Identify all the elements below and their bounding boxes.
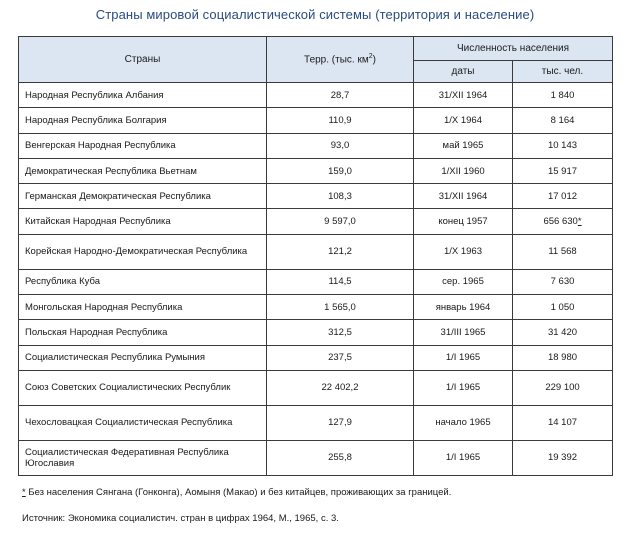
cell-population xyxy=(513,370,613,405)
cell-country: Социалистическая Федеративная Республика Югославия xyxy=(19,440,267,475)
population-value: 10 143 xyxy=(547,140,578,152)
header-population: Численность населения xyxy=(414,37,613,61)
cell-date: 1/I 1965 xyxy=(414,440,513,475)
population-value: 1 840 xyxy=(550,89,575,101)
population-value: 31 420 xyxy=(547,327,578,339)
population-value: 11 568 xyxy=(548,246,577,258)
cell-territory: 110,9 xyxy=(267,108,414,133)
cell-population xyxy=(513,234,613,269)
cell-population xyxy=(513,184,613,209)
table-row xyxy=(19,234,613,269)
population-value: 17 012 xyxy=(547,190,578,202)
table-row xyxy=(19,269,613,294)
cell-country: Чехословацкая Социалистическая Республика xyxy=(19,405,267,440)
header-territory-label: Терр. (тыс. км xyxy=(304,54,369,66)
cell-date: конец 1957 xyxy=(414,209,513,234)
cell-date: сер. 1965 xyxy=(414,269,513,294)
cell-population xyxy=(513,320,613,345)
cell-country: Китайская Народная Республика xyxy=(19,209,267,234)
table-row xyxy=(19,320,613,345)
header-territory-close: ) xyxy=(372,54,376,66)
cell-population xyxy=(513,158,613,183)
data-table xyxy=(18,36,613,476)
cell-territory: 1 565,0 xyxy=(267,295,414,320)
cell-territory: 9 597,0 xyxy=(267,209,414,234)
cell-population xyxy=(513,108,613,133)
cell-date: 1/X 1963 xyxy=(414,234,513,269)
cell-date: январь 1964 xyxy=(414,295,513,320)
cell-territory: 127,9 xyxy=(267,405,414,440)
cell-country: Венгерская Народная Республика xyxy=(19,133,267,158)
cell-country: Корейская Народно-Демократическая Республика xyxy=(19,234,267,269)
cell-date: 31/XII 1964 xyxy=(414,184,513,209)
cell-population xyxy=(513,440,613,475)
cell-country: Германская Демократическая Республика xyxy=(19,184,267,209)
footnote-text: Без населения Сянгана (Гонконга), Аомыня (Макао) и без китайцев, проживающих за границей. xyxy=(25,487,452,498)
cell-territory: 93,0 xyxy=(267,133,414,158)
cell-territory: 255,8 xyxy=(267,440,414,475)
cell-date: май 1965 xyxy=(414,133,513,158)
cell-date: 1/I 1965 xyxy=(414,345,513,370)
cell-country: Народная Республика Албания xyxy=(19,83,267,108)
header-thousands: тыс. чел. xyxy=(513,61,613,83)
cell-date: 31/XII 1964 xyxy=(414,83,513,108)
population-value: 1 050 xyxy=(550,301,575,313)
cell-date: 1/I 1965 xyxy=(414,370,513,405)
table-row xyxy=(19,405,613,440)
cell-population xyxy=(513,269,613,294)
cell-date: 1/X 1964 xyxy=(414,108,513,133)
cell-population xyxy=(513,405,613,440)
cell-territory: 312,5 xyxy=(267,320,414,345)
table-row xyxy=(19,440,613,475)
cell-territory: 121,2 xyxy=(267,234,414,269)
population-value: 7 630 xyxy=(550,276,575,288)
cell-date: начало 1965 xyxy=(414,405,513,440)
cell-population xyxy=(513,83,613,108)
cell-territory: 237,5 xyxy=(267,345,414,370)
cell-population xyxy=(513,209,613,234)
footnote xyxy=(22,487,451,498)
header-countries: Страны xyxy=(19,37,267,83)
header-territory-sup: 2 xyxy=(368,53,373,61)
population-value: 18 980 xyxy=(547,352,578,364)
table-row xyxy=(19,158,613,183)
page-title: Страны мировой социалистической системы (территория и население) xyxy=(95,7,535,22)
cell-country: Республика Куба xyxy=(19,269,267,294)
population-value: 656 630 xyxy=(543,216,578,228)
cell-country: Союз Советских Социалистических Республик xyxy=(19,370,267,405)
population-value: 229 100 xyxy=(545,382,580,394)
population-footnote-mark: * xyxy=(577,216,582,228)
table-row xyxy=(19,209,613,234)
cell-date: 1/XII 1960 xyxy=(414,158,513,183)
population-value: 8 164 xyxy=(550,114,575,126)
cell-country: Польская Народная Республика xyxy=(19,320,267,345)
table-row xyxy=(19,184,613,209)
cell-territory: 28,7 xyxy=(267,83,414,108)
cell-population xyxy=(513,345,613,370)
cell-territory: 114,5 xyxy=(267,269,414,294)
cell-country: Демократическая Республика Вьетнам xyxy=(19,158,267,183)
population-value: 19 392 xyxy=(547,452,578,464)
cell-population xyxy=(513,295,613,320)
table-row xyxy=(19,133,613,158)
table-row xyxy=(19,83,613,108)
cell-population xyxy=(513,133,613,158)
cell-territory: 22 402,2 xyxy=(267,370,414,405)
table-row xyxy=(19,108,613,133)
table-row xyxy=(19,370,613,405)
population-value: 15 917 xyxy=(547,165,578,177)
cell-territory: 159,0 xyxy=(267,158,414,183)
footnote-mark: * xyxy=(22,487,26,498)
table-row xyxy=(19,295,613,320)
header-dates: даты xyxy=(414,61,513,83)
cell-country: Народная Республика Болгария xyxy=(19,108,267,133)
header-territory xyxy=(267,37,414,83)
cell-country: Социалистическая Республика Румыния xyxy=(19,345,267,370)
table-row xyxy=(19,345,613,370)
cell-territory: 108,3 xyxy=(267,184,414,209)
source-note: Источник: Экономика социалистич. стран в цифрах 1964, М., 1965, с. 3. xyxy=(22,513,339,524)
cell-date: 31/III 1965 xyxy=(414,320,513,345)
cell-country: Монгольская Народная Республика xyxy=(19,295,267,320)
population-value: 14 107 xyxy=(547,417,578,429)
